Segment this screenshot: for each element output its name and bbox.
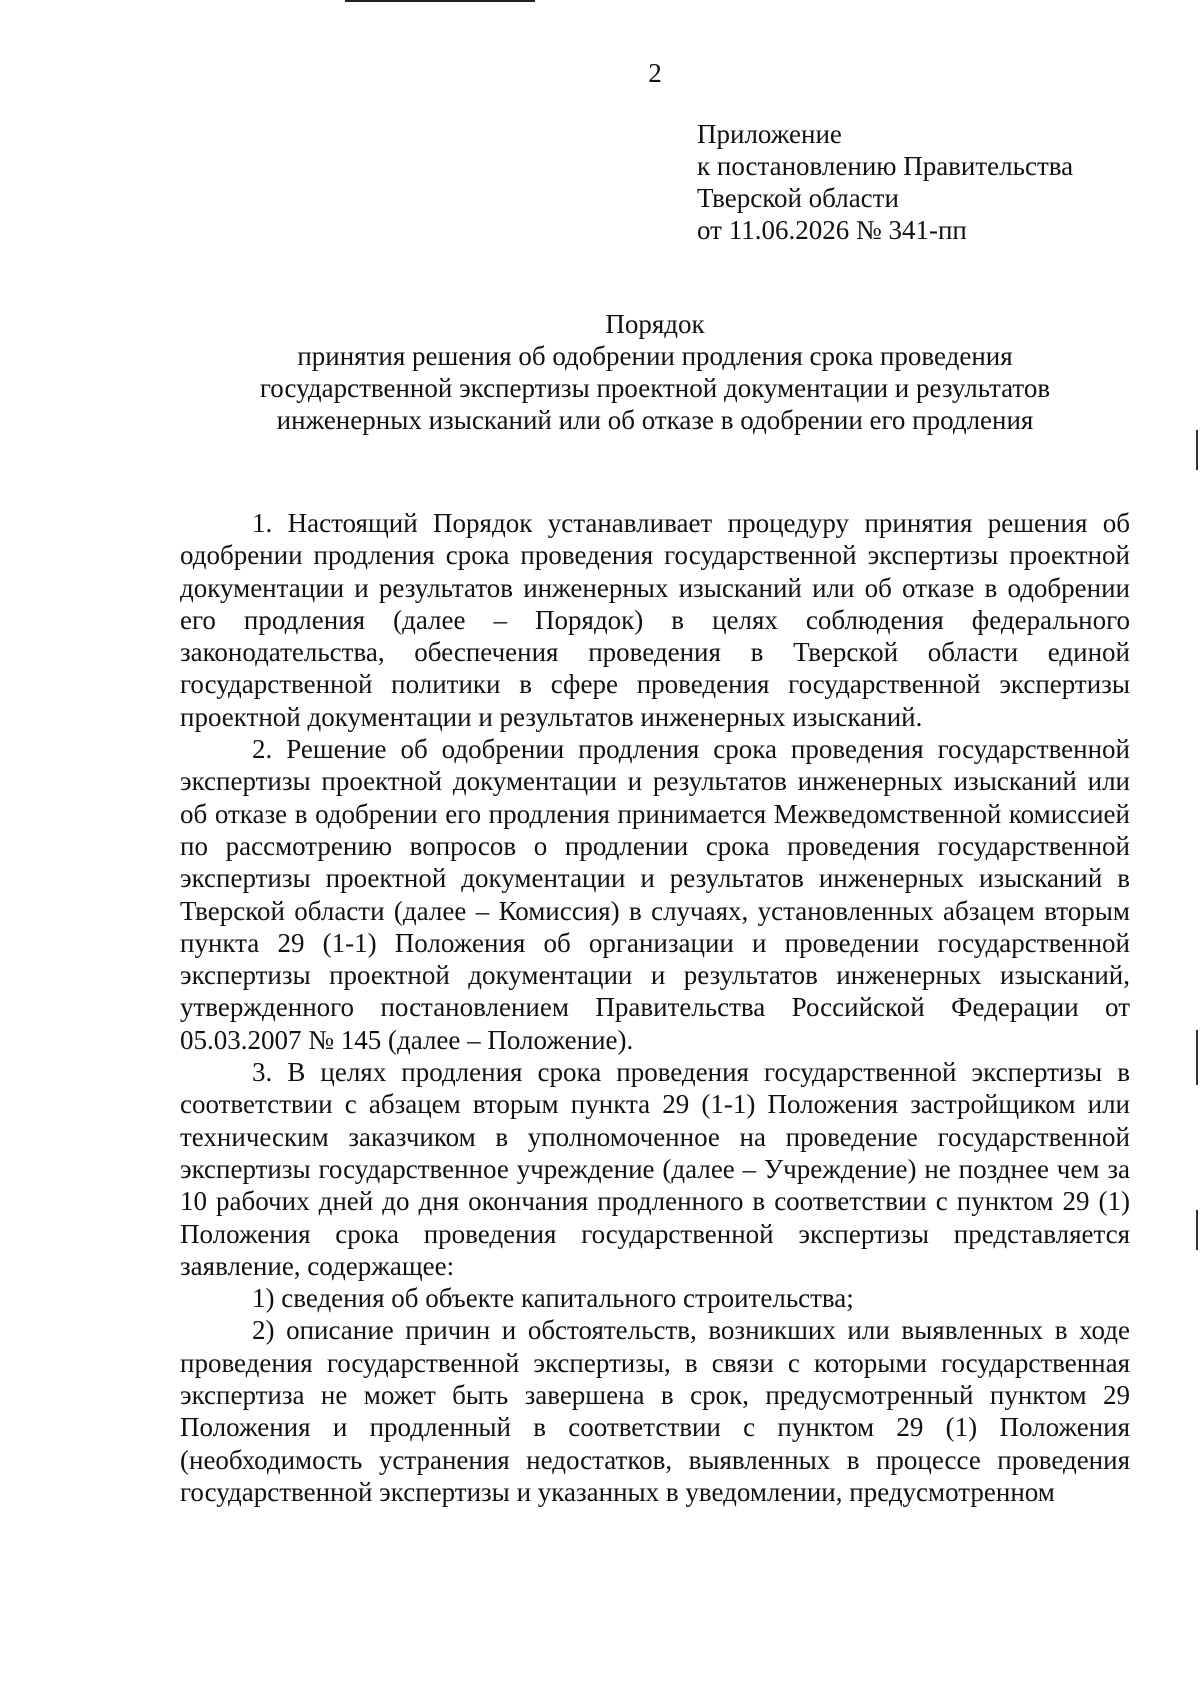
approval-line: к постановлению Правительства <box>697 151 1074 181</box>
scan-edge-mark-right <box>1196 430 1198 470</box>
scan-edge-mark-top <box>345 0 535 2</box>
title-line: государственной экспертизы проектной документации и результатов <box>259 373 1051 403</box>
approval-date-number: от 11.06.2026 № 341-пп <box>697 215 967 245</box>
approval-line: Тверской области <box>697 183 899 213</box>
title-line: инженерных изысканий или об отказе в одобрении его продления <box>276 405 1034 435</box>
document-body <box>180 507 1130 1508</box>
list-item-2: 2) описание причин и обстоятельств, возникших или выявленных в ходе проведения государственной экспертизы, в связи с которыми государственная экспертиза не может быть завершена в срок, предусмотренный пунктом 29 Положения и продленный в соответствии с пунктом 29 (1) Положения (необходимость устранения недостатков, выявленных в процессе проведения государственной экспертизы и указанных в уведомлении, предусмотренном <box>180 1315 1130 1507</box>
title-heading: Порядок <box>605 309 705 339</box>
paragraph-1: 1. Настоящий Порядок устанавливает процедуру принятия решения об одобрении продления срока проведения государственной экспертизы проектной документации и результатов инженерных изысканий или об отказе в одобрении его продления (далее – Порядок) в целях соблюдения федерального законодательства, обеспечения проведения в Тверской области единой государственной политики в сфере проведения государственной экспертизы проектной документации и результатов инженерных изысканий. <box>180 508 1130 732</box>
approval-line: Приложение <box>697 119 842 149</box>
document-title <box>180 308 1130 436</box>
page-number: 2 <box>648 58 662 88</box>
paragraph-2: 2. Решение об одобрении продления срока проведения государственной экспертизы проектной документации и результатов инженерных изысканий или об отказе в одобрении его продления принимается Межведомственной комиссией по рассмотрению вопросов о продлении срока проведения государственной экспертизы проектной документации и результатов инженерных изысканий в Тверской области (далее – Комиссия) в случаях, установленных абзацем вторым пункта 29 (1-1) Положения об организации и проведении государственной экспертизы проектной документации и результатов инженерных изысканий, утвержденного постановлением Правительства Российской Федерации от 05.03.2007 № 145 (далее – Положение). <box>180 734 1130 1055</box>
title-line: принятия решения об одобрении продления срока проведения <box>297 341 1013 371</box>
paragraph-3: 3. В целях продления срока проведения государственной экспертизы в соответствии с абзацем вторым пункта 29 (1-1) Положения застройщиком или техническим заказчиком в уполномоченное на проведение государственной экспертизы государственное учреждение (далее – Учреждение) не позднее чем за 10 рабочих дней до дня окончания продленного в соответствии с пунктом 29 (1) Положения срока проведения государственной экспертизы представляется заявление, содержащее: <box>180 1057 1130 1281</box>
scan-edge-mark-right <box>1196 1030 1198 1085</box>
scan-edge-mark-right <box>1196 1210 1198 1250</box>
list-item-1: 1) сведения об объекте капитального строительства; <box>252 1283 854 1314</box>
approval-block <box>697 118 1073 246</box>
